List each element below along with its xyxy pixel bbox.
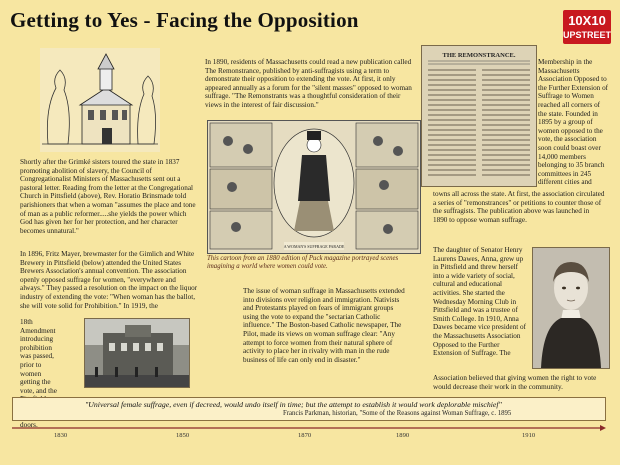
upstreet-logo — [563, 10, 611, 44]
dawes-paragraph-cont: Association believed that giving women the right to vote would decrease their work in the community. — [433, 374, 597, 391]
parkman-quote-box — [12, 397, 606, 421]
parkman-quote: "Universal female suffrage, even if decreed, would undo itself in time; but the attempt to establish it would work deplorable mischief" — [85, 400, 502, 409]
remonstrance-newspaper — [421, 45, 537, 187]
timeline-year: 1830 — [54, 432, 68, 439]
svg-text:UPSTREET: UPSTREET — [563, 30, 611, 40]
parkman-attribution: Francis Parkman, historian, "Some of the Reasons against Woman Suffrage, c. 1895 — [283, 410, 512, 417]
remonstrance-paragraph: In 1890, residents of Massachusetts could read a new publication called The Remonstrance, published by anti-suffragists using a term to demonstrate their opposition to extending the vote. At first, it only appeared annually as a forum for the "silent masses" opposed to woman suffrage. "The Remonstrants was a thoughtful consideration of their views in the interest of fair discussion." — [205, 58, 412, 109]
immigration-paragraph: The issue of woman suffrage in Massachusetts extended into divisions over religion and immigration. Nativists and Protestants played on fears of immigrant groups using the vote to expand the "sectarian Catholic influence." The Boston-based Catholic newspaper, The Pilot, made its views on woman suffrage clear: "Any attempt to force women from their natural sphere of activity to place her in rivalry with man in the rude business of life can only end in disaster." — [243, 287, 405, 364]
timeline-year: 1870 — [298, 432, 312, 439]
association-paragraph-cont: towns all across the state. At first, the association circulated a series of "remonstrances" or petitions to counter those of the suffragists. The publication above was launched in 1890 to oppose woman suffrage. — [433, 190, 605, 224]
svg-text:THE REMONSTRANCE.: THE REMONSTRANCE. — [442, 52, 516, 59]
cartoon-caption: This cartoon from an 1880 edition of Puck magazine portrayed scenes imagining a world where women could vote. — [207, 255, 399, 271]
timeline-year: 1910 — [522, 432, 536, 439]
puck-cartoon — [207, 120, 421, 254]
anna-dawes-portrait — [532, 247, 610, 369]
church-engraving — [40, 48, 160, 152]
timeline — [12, 424, 606, 446]
association-paragraph: Membership in the Massachusetts Association Opposed to the Further Extension of Suffrage to Women reached all corners of the state. Founded in 1895 by a group of women opposed to the vote, the association soon could boast over 14,000 members belonging to 35 branch committees in 245 different cities and — [538, 58, 609, 187]
dawes-paragraph: The daughter of Senator Henry Laurens Dawes, Anna, grew up in Pittsfield and threw herself into a wide variety of social, cultural and educational activities. She started the Wednesday Morning Club in Pittsfield and was a trustee of Smith College. In 1910, Anna Dawes became vice president of the Massachusetts Association Opposed to the Further Extension of Suffrage. The — [433, 246, 526, 358]
svg-text:A WOMAN'S SUFFRAGE PARADE: A WOMAN'S SUFFRAGE PARADE — [283, 244, 345, 249]
brewers-paragraph: In 1896, Fritz Mayer, brewmaster for the Gimlich and White Brewery in Pittsfield (below) attended the United States Brewers Association's annual convention. The association openly opposed suffrage for women, "everywhere and always." They passed a resolution on the impact on the liquor industry of extending the vote: "When woman has the ballot, she will vote solid for Prohibition." In 1919, the — [20, 250, 198, 310]
grimke-paragraph: Shortly after the Grimké sisters toured the state in 1837 promoting abolition of slavery, the Council of Congregationalist Ministers of Massachusetts sent out a pastoral letter. Reading from the letter at the Congregational Church in Pittsfield (above), Rev. Horatio Brinsmade told parishioners that when a woman "assumes the place and tone of man as a public reformer.....she yields the power which God has given her for her protection, and her character becomes unnatural." — [20, 158, 196, 235]
brewery-photo — [84, 318, 190, 388]
timeline-year: 1850 — [176, 432, 190, 439]
brewers-paragraph-cont: 18th Amendment introducing prohibition was passed, prior to women getting the vote, and the doors. — [20, 318, 57, 430]
timeline-arrow — [600, 425, 606, 431]
svg-text:10X10: 10X10 — [568, 13, 606, 28]
page-title: Getting to Yes - Facing the Opposition — [10, 8, 359, 32]
timeline-year: 1890 — [396, 432, 410, 439]
